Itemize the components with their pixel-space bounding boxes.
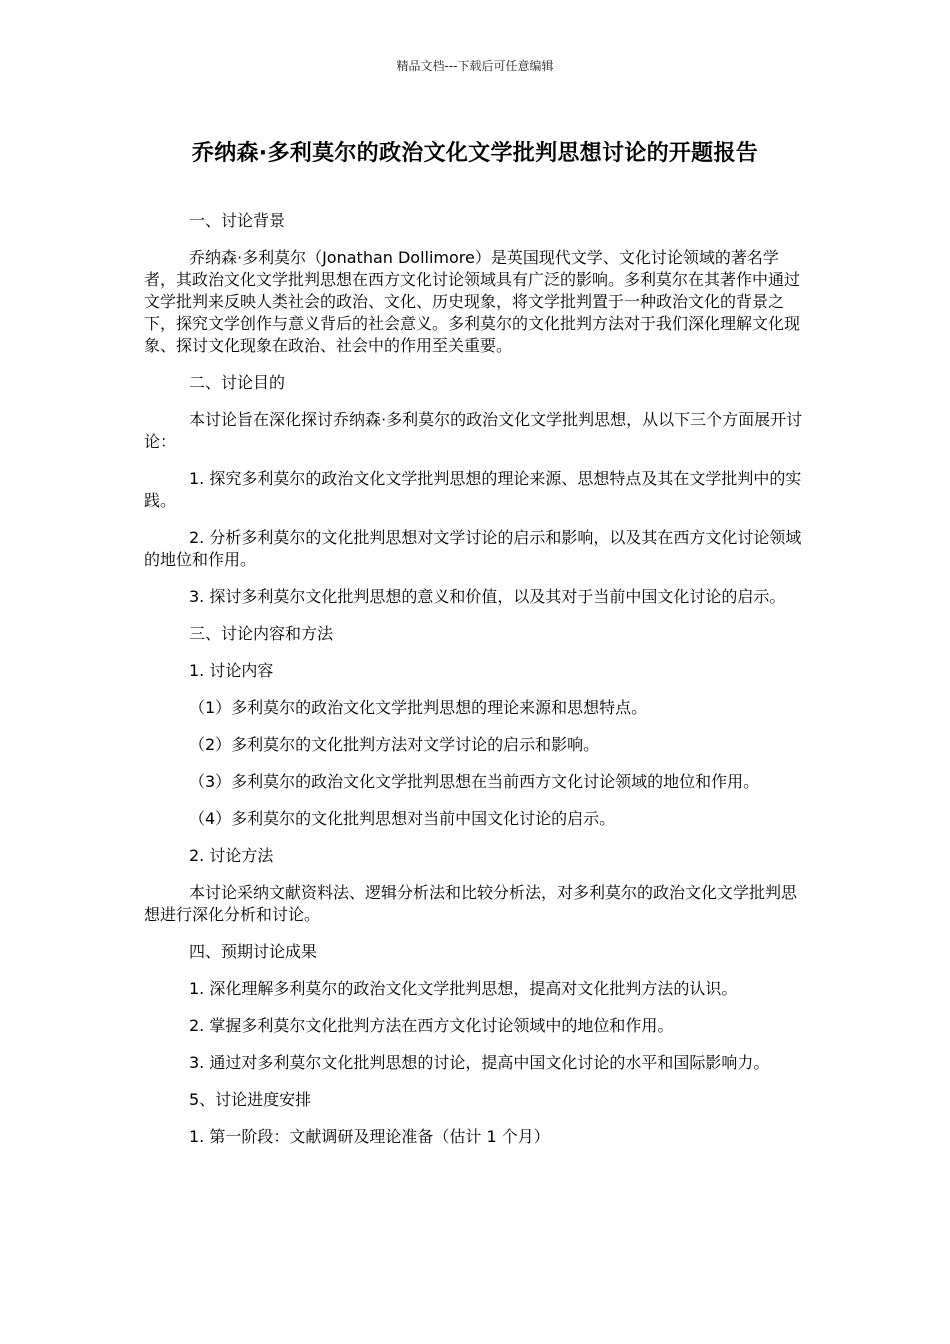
document-body xyxy=(144,210,806,1163)
section-heading-outcomes: 四、预期讨论成果 xyxy=(189,942,318,961)
subheading-content: 1. 讨论内容 xyxy=(189,661,274,680)
outcome-item-1: 1. 深化理解多利莫尔的政治文化文学批判思想，提高对文化批判方法的认识。 xyxy=(189,979,738,998)
purpose-item-2: 2. 分析多利莫尔的文化批判思想对文学讨论的启示和影响，以及其在西方文化讨论领域的地位和作用。 xyxy=(144,528,802,569)
paragraph-purpose: 本讨论旨在深化探讨乔纳森·多利莫尔的政治文化文学批判思想，从以下三个方面展开讨论： xyxy=(144,410,803,451)
section-heading-background: 一、讨论背景 xyxy=(189,211,286,230)
content-item-1: （1）多利莫尔的政治文化文学批判思想的理论来源和思想特点。 xyxy=(189,698,648,717)
content-item-3: （3）多利莫尔的政治文化文学批判思想在当前西方文化讨论领域的地位和作用。 xyxy=(189,772,760,791)
content-item-4: （4）多利莫尔的文化批判思想对当前中国文化讨论的启示。 xyxy=(189,809,616,828)
section-heading-purpose: 二、讨论目的 xyxy=(189,373,286,392)
section-heading-schedule: 5、讨论进度安排 xyxy=(189,1090,312,1109)
subheading-method: 2. 讨论方法 xyxy=(189,846,274,865)
outcome-item-2: 2. 掌握多利莫尔文化批判方法在西方文化讨论领域中的地位和作用。 xyxy=(189,1016,674,1035)
content-item-2: （2）多利莫尔的文化批判方法对文学讨论的启示和影响。 xyxy=(189,735,600,754)
outcome-item-3: 3. 通过对多利莫尔文化批判思想的讨论，提高中国文化讨论的水平和国际影响力。 xyxy=(189,1053,770,1072)
purpose-item-3: 3. 探讨多利莫尔文化批判思想的意义和价值，以及其对于当前中国文化讨论的启示。 xyxy=(189,587,786,606)
purpose-item-1: 1. 探究多利莫尔的政治文化文学批判思想的理论来源、思想特点及其在文学批判中的实践。 xyxy=(144,469,802,510)
section-heading-content-method: 三、讨论内容和方法 xyxy=(189,624,334,643)
paragraph-method: 本讨论采纳文献资料法、逻辑分析法和比较分析法，对多利莫尔的政治文化文学批判思想进行深化分析和讨论。 xyxy=(144,883,798,924)
paragraph-background: 乔纳森·多利莫尔（Jonathan Dollimore）是英国现代文学、文化讨论领域的著名学者，其政治文化文学批判思想在西方文化讨论领域具有广泛的影响。多利莫尔在其著作中通过文学批判来反映人类社会的政治、文化、历史现象，将文学批判置于一种政治文化的背景之下，探究文学创作与意义背后的社会意义。多利莫尔的文化批判方法对于我们深化理解文化现象、探讨文化现象在政治、社会中的作用至关重要。 xyxy=(144,248,801,355)
schedule-item-1: 1. 第一阶段：文献调研及理论准备（估计 1 个月） xyxy=(189,1127,550,1146)
page-header: 精品文档---下载后可任意编辑 xyxy=(396,59,554,73)
document-title: 乔纳森·多利莫尔的政治文化文学批判思想讨论的开题报告 xyxy=(191,141,759,166)
